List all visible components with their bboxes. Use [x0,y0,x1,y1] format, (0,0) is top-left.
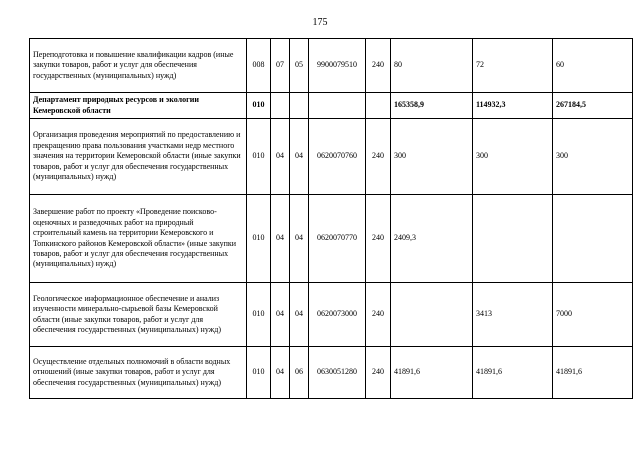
expense-type-code: 240 [366,119,391,195]
section-code: 07 [271,39,290,93]
section-code: 04 [271,119,290,195]
row-description: Геологическое информационное обеспечение и анализ изученности минерально-сырьевой базы Кемеровской области (иные закупки товаров, работ и услуг для обеспечения государственных (муниципальных) нужд) [30,283,247,347]
row-description: Департамент природных ресурсов и экологии Кемеровской области [30,93,247,119]
ministry-code: 010 [247,195,271,283]
subsection-code: 04 [290,119,309,195]
target-article-code: 0620070760 [309,119,366,195]
row-description: Организация проведения мероприятий по предоставлению и прекращению права пользования участками недр местного значения на территории Кемеровской области (иные закупки товаров, работ и услуг для обеспечения государственных (муниципальных) нужд) [30,119,247,195]
target-article-code: 0620073000 [309,283,366,347]
ministry-code: 010 [247,119,271,195]
table-row [30,93,633,119]
amount-year-3: 60 [553,39,633,93]
ministry-code: 008 [247,39,271,93]
budget-table [29,38,633,399]
table-row [30,283,633,347]
amount-year-1 [391,283,473,347]
ministry-code: 010 [247,347,271,399]
amount-year-1: 41891,6 [391,347,473,399]
expense-type-code: 240 [366,195,391,283]
target-article-code [309,93,366,119]
amount-year-1: 165358,9 [391,93,473,119]
expense-type-code: 240 [366,283,391,347]
amount-year-2 [473,195,553,283]
amount-year-1: 2409,3 [391,195,473,283]
target-article-code: 9900079510 [309,39,366,93]
amount-year-1: 300 [391,119,473,195]
subsection-code: 04 [290,195,309,283]
amount-year-1: 80 [391,39,473,93]
subsection-code: 04 [290,283,309,347]
subsection-code: 06 [290,347,309,399]
subsection-code: 05 [290,39,309,93]
table-row [30,195,633,283]
amount-year-3: 7000 [553,283,633,347]
subsection-code [290,93,309,119]
amount-year-3: 267184,5 [553,93,633,119]
amount-year-2: 3413 [473,283,553,347]
amount-year-2: 72 [473,39,553,93]
ministry-code: 010 [247,283,271,347]
expense-type-code [366,93,391,119]
ministry-code: 010 [247,93,271,119]
target-article-code: 0620070770 [309,195,366,283]
row-description: Осуществление отдельных полномочий в области водных отношений (иные закупки товаров, работ и услуг для обеспечения государственных (муниципальных) нужд) [30,347,247,399]
table-row [30,39,633,93]
target-article-code: 0630051280 [309,347,366,399]
amount-year-3: 41891,6 [553,347,633,399]
page-number: 175 [312,17,328,28]
section-code [271,93,290,119]
amount-year-3 [553,195,633,283]
table-row [30,347,633,399]
expense-type-code: 240 [366,347,391,399]
table-row [30,119,633,195]
amount-year-2: 114932,3 [473,93,553,119]
section-code: 04 [271,283,290,347]
row-description: Завершение работ по проекту «Проведение поисково-оценочных и разведочных работ на природный строительный камень на территории Кемеровского и Топкинского районов Кемеровской области» (иные закупки товаров, работ и услуг для обеспечения государственных (муниципальных) нужд) [30,195,247,283]
section-code: 04 [271,347,290,399]
amount-year-3: 300 [553,119,633,195]
amount-year-2: 41891,6 [473,347,553,399]
section-code: 04 [271,195,290,283]
amount-year-2: 300 [473,119,553,195]
row-description: Переподготовка и повышение квалификации кадров (иные закупки товаров, работ и услуг для обеспечения государственных (муниципальных) нужд) [30,39,247,93]
expense-type-code: 240 [366,39,391,93]
